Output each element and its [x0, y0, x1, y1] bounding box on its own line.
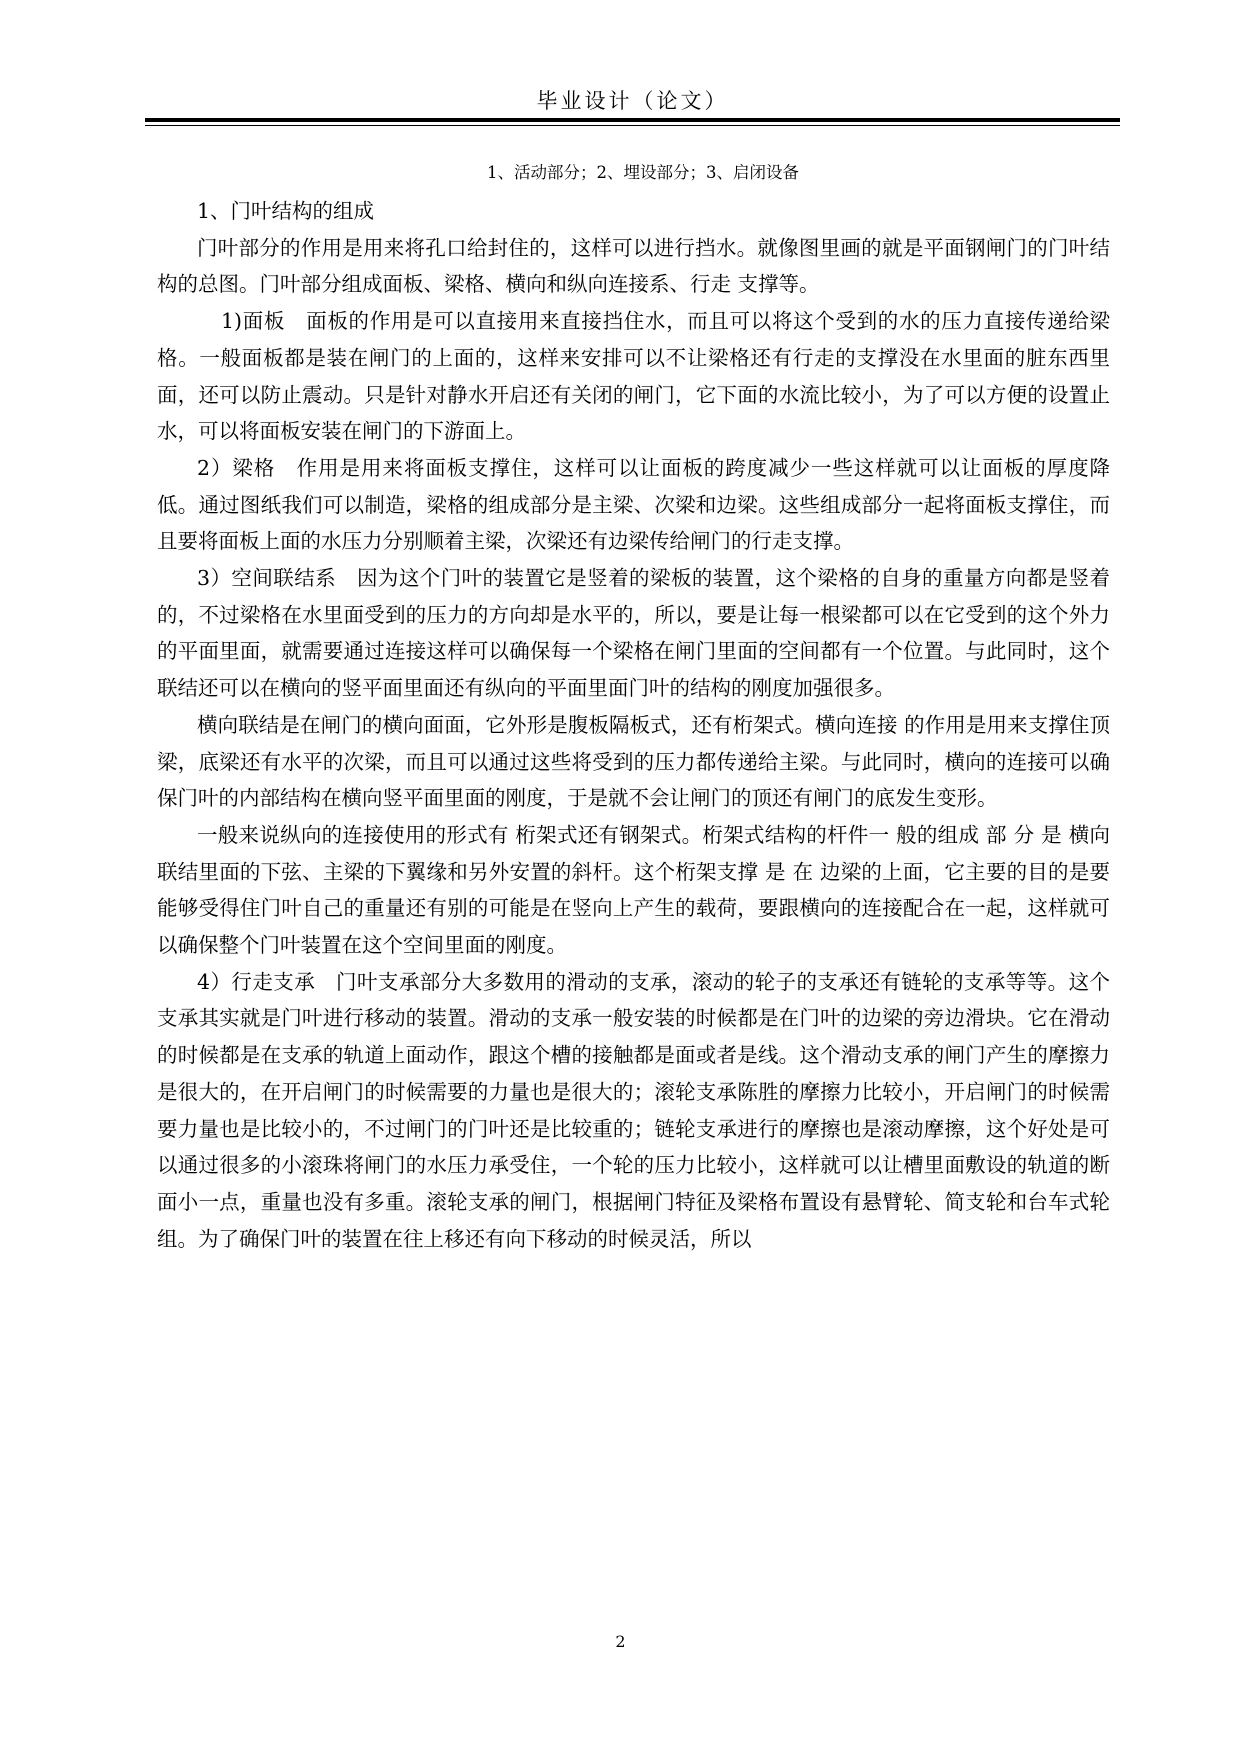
paragraph-intro: 门叶部分的作用是用来将孔口给封住的，这样可以进行挡水。就像图里画的就是平面钢闸门的门叶结构的总图。门叶部分组成面板、梁格、横向和纵向连接系、行走 支撑等。 — [157, 235, 1110, 297]
header-rule-thick — [145, 118, 1120, 122]
page-body — [157, 158, 1110, 1257]
figure-caption: 1、活动部分；2、埋设部分；3、启闭设备 — [487, 163, 799, 182]
paragraph-longitudinal-bracing: 一般来说纵向的连接使用的形式有 桁架式还有钢架式。桁架式结构的杆件一 般的组成 部 分 是 横向联结里面的下弦、主梁的下翼缘和另外安置的斜杆。这个桁架支撑 是 在 边梁的上面，它主要的目的是要能够受得住门叶自己的重量还有别的可能是在竖向上产生的载荷，要跟横向的连接配合在一起，这样就可以确保整个门叶装置在这个空间里面的刚度。 — [157, 822, 1110, 958]
paragraph-transverse-bracing: 横向联结是在闸门的横向面面，它外形是腹板隔板式，还有桁架式。横向连接 的作用是用来支撑住顶梁，底梁还有水平的次梁，而且可以通过这些将受到的压力都传递给主梁。与此同时，横向的连接可以确保门叶的内部结构在横向竖平面里面的刚度，于是就不会让闸门的顶还有闸门的底发生变形。 — [157, 712, 1110, 811]
header-rule-thin — [145, 125, 1120, 126]
section-heading: 1、门叶结构的组成 — [197, 199, 375, 223]
page-number: 2 — [615, 1632, 626, 1651]
paragraph-panel: 1)面板 面板的作用是可以直接用来直接挡住水，而且可以将这个受到的水的压力直接传递给梁格。一般面板都是装在闸门的上面的，这样来安排可以不让梁格还有行走的支撑没在水里面的脏东西里面，还可以防止震动。只是针对静水开启还有关闭的闸门，它下面的水流比较小，为了可以方便的设置止水，可以将面板安装在闸门的下游面上。 — [157, 309, 1110, 444]
paragraph-running-support: 4）行走支承 门叶支承部分大多数用的滑动的支承，滚动的轮子的支承还有链轮的支承等等。这个支承其实就是门叶进行移动的装置。滑动的支承一般安装的时候都是在门叶的边梁的旁边滑块。它在滑动的时候都是在支承的轨道上面动作，跟这个槽的接触都是面或者是线。这个滑动支承的闸门产生的摩擦力是很大的，在开启闸门的时候需要的力量也是很大的；滚轮支承陈胜的摩擦力比较小，开启闸门的时候需要力量也是比较小的，不过闸门的门叶还是比较重的；链轮支承进行的摩擦也是滚动摩擦，这个好处是可以通过很多的小滚珠将闸门的水压力承受住，一个轮的压力比较小，这样就可以让槽里面敷设的轨道的断面小一点，重量也没有多重。滚轮支承的闸门，根据闸门特征及梁格布置设有悬臂轮、简支轮和台车式轮组。为了确保门叶的装置在往上移还有向下移动的时候灵活，所以 — [157, 969, 1110, 1251]
running-header-title: 毕业设计（论文） — [536, 89, 729, 113]
paragraph-beam-grid: 2）梁格 作用是用来将面板支撑住，这样可以让面板的跨度减少一些这样就可以让面板的厚度降低。通过图纸我们可以制造，梁格的组成部分是主梁、次梁和边梁。这些组成部分一起将面板支撑住，而且要将面板上面的水压力分别顺着主梁，次梁还有边梁传给闸门的行走支撑。 — [157, 455, 1110, 554]
paragraph-space-bracing: 3）空间联结系 因为这个门叶的装置它是竖着的梁板的装置，这个梁格的自身的重量方向都是竖着的，不过梁格在水里面受到的压力的方向却是水平的，所以，要是让每一根梁都可以在它受到的这个外力的平面里面，就需要通过连接这样可以确保每一个梁格在闸门里面的空间都有一个位置。与此同时，这个联结还可以在横向的竖平面里面还有纵向的平面里面门叶的结构的刚度加强很多。 — [157, 566, 1110, 701]
